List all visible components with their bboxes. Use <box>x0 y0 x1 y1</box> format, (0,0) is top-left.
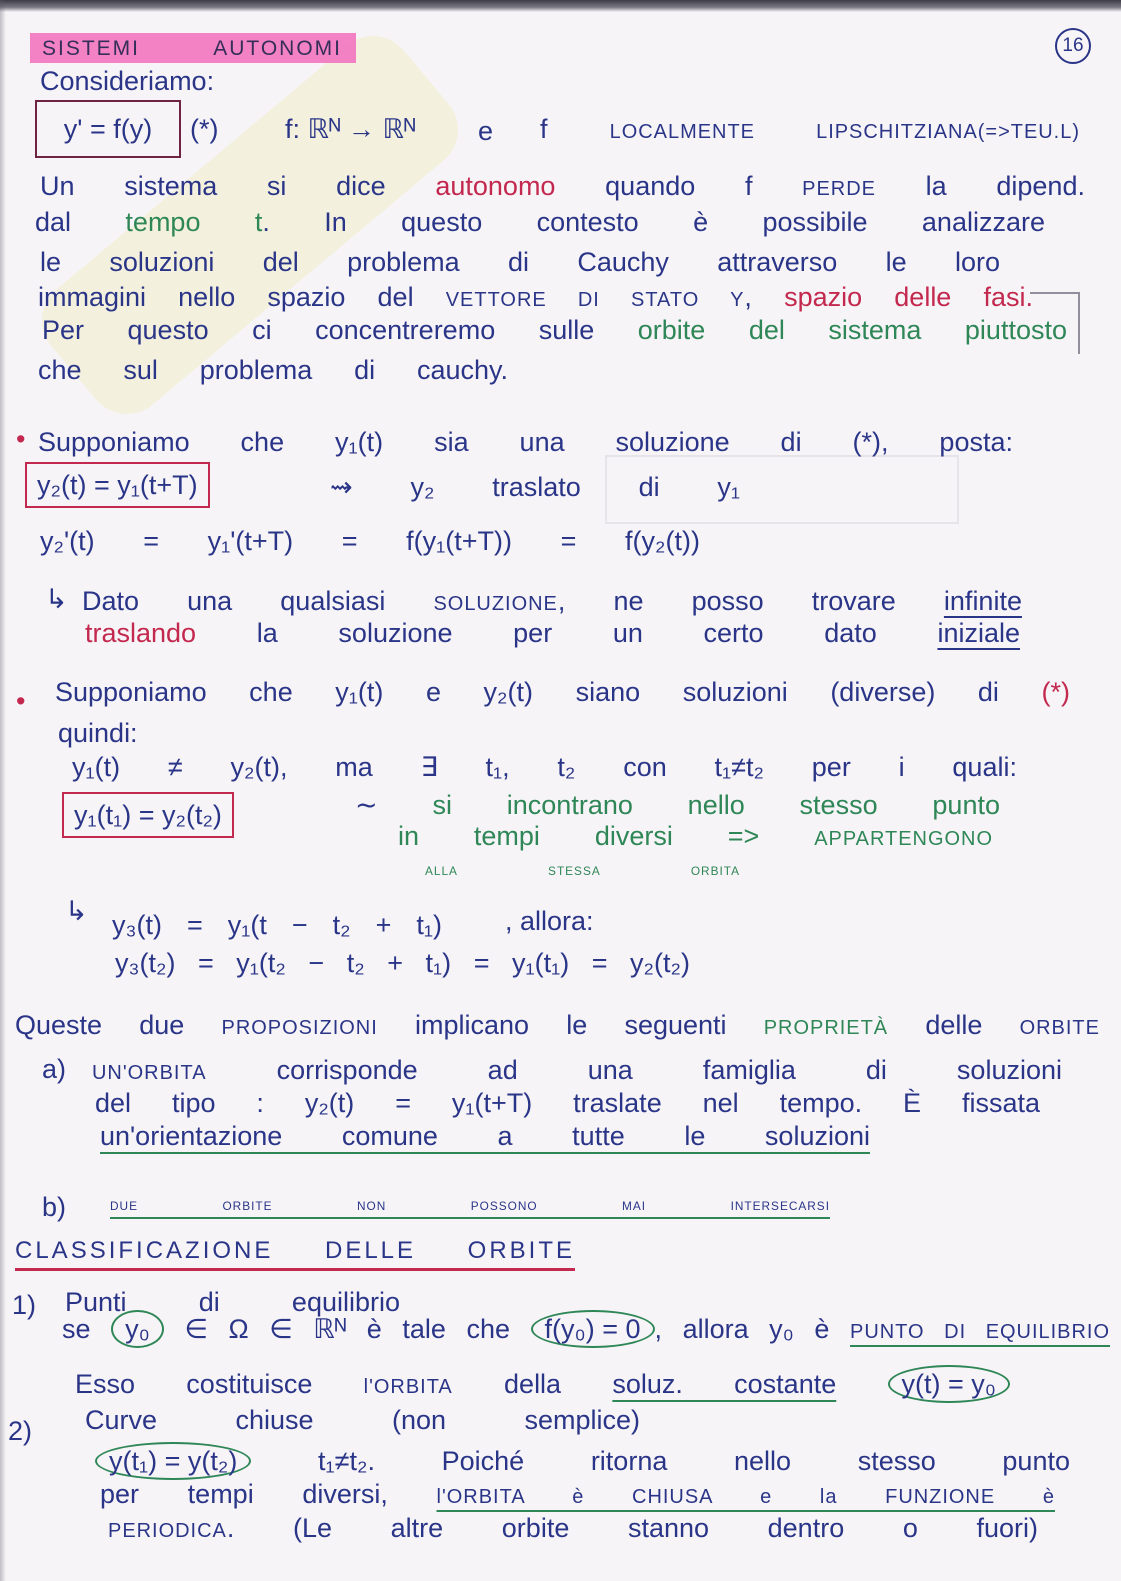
y3-definition <box>112 908 442 942</box>
hook-arrow-icon: ↳ <box>45 584 68 614</box>
text: le soluzioni del problema di Cauchy attraverso le loro <box>40 247 1000 277</box>
text: y₂ traslato di y₁ <box>410 472 740 502</box>
definition-line-6 <box>38 353 508 387</box>
text: Un sistema si dice <box>40 171 386 201</box>
text: ∈ Ω ∈ ℝᴺ è tale che <box>184 1314 510 1344</box>
math: y₁(t) ≠ y₂(t) <box>72 752 280 782</box>
property-a-line-1 <box>92 1053 1062 1090</box>
definition-line-2 <box>35 205 1045 239</box>
underlined-iniziale: iniziale <box>937 618 1020 648</box>
text: Supponiamo che <box>38 427 285 457</box>
circled-y0: y₀ <box>111 1310 164 1348</box>
equation-tag: (*) <box>190 114 219 144</box>
text: in tempi diversi => <box>398 821 760 851</box>
math: y₁(t) e y₂(t) <box>335 677 533 707</box>
text: . Poiché ritorna nello stesso punto <box>367 1446 1070 1476</box>
property-b-line <box>110 1189 830 1223</box>
translation-box-wrapper <box>25 462 210 508</box>
circled-constant-solution: y(t) = y₀ <box>888 1365 1010 1403</box>
text: la dipend. <box>925 171 1085 201</box>
photo-left-edge <box>0 0 6 1581</box>
function-mapping: f: ℝᴺ → ℝᴺ <box>285 114 416 144</box>
text-caps: APPARTENGONO <box>814 828 993 850</box>
underlined-no-intersection: DUE ORBITE NON POSSONO MAI INTERSECARSI <box>110 1199 830 1213</box>
text: , ma <box>279 752 373 782</box>
text-caps: PROPOSIZIONI <box>221 1017 378 1039</box>
text: la soluzione per un certo dato <box>256 618 877 648</box>
boxed-equation: y' = f(y) <box>35 100 181 158</box>
keyword-traslando: traslando <box>85 618 197 648</box>
math: y₁(t) <box>335 427 384 457</box>
hook-arrow-icon: ↳ <box>65 896 88 926</box>
photo-top-edge <box>0 0 1121 12</box>
lipschitz-text: LOCALMENTE LIPSCHITZIANA(=>TEU.L) <box>609 121 1080 143</box>
definition-line-1 <box>40 169 1085 206</box>
keyword-tempo: tempo t <box>125 207 263 237</box>
text: dal <box>35 207 72 237</box>
item-2-label: 2) <box>8 1416 33 1446</box>
text: Curve chiuse <box>85 1405 314 1435</box>
math: y₃(t₂) = y₁(t₂ − t₂ + t₁) = y₁(t₁) = y₂(t₂) <box>115 948 690 978</box>
keyword-orbite: orbite del sistema piuttosto <box>637 315 1067 345</box>
text: corrisponde ad una famiglia di soluzioni <box>276 1055 1062 1085</box>
text: , allora y₀ è <box>654 1314 830 1344</box>
boxed-intersection: y₁(t₁) = y₂(t₂) <box>62 792 234 838</box>
translation-line-1 <box>38 425 1013 459</box>
item-1-line-1 <box>62 1310 1110 1349</box>
lipschitz-condition <box>540 112 1080 149</box>
text: Punti di equilibrio <box>65 1287 400 1317</box>
definition-line-5 <box>42 313 1067 347</box>
circled-closed-condition: y(t₁) = y(t₂) <box>95 1442 251 1480</box>
property-a-line-3 <box>100 1119 870 1153</box>
text: Queste due <box>15 1010 185 1040</box>
intersection-note-3 <box>425 854 740 888</box>
definition-line-4 <box>38 280 1033 317</box>
property-b-label: b) <box>42 1192 67 1222</box>
math: ∃ t₁, t₂ <box>420 752 576 782</box>
text: si incontrano nello stesso punto <box>432 790 1000 820</box>
heading-text: CLASSIFICAZIONE DELLE ORBITE <box>15 1237 575 1264</box>
underlined-closed-orbit: l'ORBITA è CHIUSA e la FUNZIONE è <box>436 1486 1055 1508</box>
underlined-equilibrium: PUNTO DI EQUILIBRIO <box>850 1321 1111 1343</box>
math: y₂'(t) = y₁'(t+T) = f(y₁(t+T)) = f(y₂(t)) <box>40 526 700 556</box>
allora: , allora: <box>505 906 594 936</box>
item-2-line-1 <box>95 1442 1070 1480</box>
text: sia una soluzione di (*), posta: <box>434 427 1013 457</box>
equation-tag: (*) <box>1041 677 1070 707</box>
keyword-proprieta: PROPRIETÀ <box>763 1017 889 1039</box>
definition-line-3 <box>40 245 1000 279</box>
text: delle <box>925 1010 983 1040</box>
text: che sul problema di cauchy. <box>38 355 508 385</box>
boxed-translation: y₂(t) = y₁(t+T) <box>25 462 210 508</box>
text: , ne posso trovare <box>557 586 896 616</box>
y3-evaluation <box>115 946 690 980</box>
text-caps: VETTORE DI STATO Y <box>445 289 745 311</box>
item-2-title <box>85 1403 640 1437</box>
text: per tempi diversi, <box>100 1479 388 1509</box>
text: Esso costituisce <box>75 1369 313 1399</box>
conjunction: e <box>478 116 494 146</box>
item-1-label: 1) <box>12 1290 37 1320</box>
text: . In questo contesto è possibile analizzare <box>262 207 1045 237</box>
translation-consequence-2 <box>85 616 1020 650</box>
function-symbol: f <box>540 114 548 144</box>
page-title: SISTEMI AUTONOMI <box>42 37 342 60</box>
text-caps: ALLA STESSA ORBITA <box>425 864 740 878</box>
property-a-label: a) <box>42 1054 67 1084</box>
classification-heading <box>15 1234 575 1268</box>
underlined-constant: soluz. costante <box>612 1369 837 1399</box>
text: (non semplice) <box>391 1405 640 1435</box>
item-1-line-2 <box>75 1365 1010 1404</box>
text-caps: UN'ORBITA <box>92 1062 207 1084</box>
text: con <box>623 752 667 782</box>
text: Per questo ci concentreremo sulle <box>42 315 595 345</box>
item-2-line-3 <box>108 1511 1038 1548</box>
text-caps: PERIODICA <box>108 1520 227 1542</box>
property-a-line-2 <box>95 1086 1040 1120</box>
math: t₁≠t₂ <box>318 1446 368 1476</box>
tilde-icon: ∼ <box>355 790 378 820</box>
text-caps: l'ORBITA <box>363 1376 453 1398</box>
bullet: • <box>16 686 26 716</box>
keyword-spazio-fasi: spazio delle fasi. <box>784 282 1033 312</box>
text: se <box>62 1314 91 1344</box>
circled-f-y0: f(y₀) = 0 <box>531 1310 655 1348</box>
intersection-note-1 <box>355 788 1000 822</box>
text: siano soluzioni (diverse) di <box>575 677 999 707</box>
underlined-infinite: infinite <box>943 586 1022 616</box>
translation-derivative <box>40 524 700 558</box>
underlined-orientation: un'orientazione comune a tutte le soluzioni <box>100 1121 870 1151</box>
text: (Le altre orbite stanno dentro o fuori) <box>293 1513 1038 1543</box>
item-2-line-2 <box>100 1477 1055 1514</box>
squiggle-arrow-icon: ⇝ <box>330 472 353 502</box>
text-caps: PERDE <box>802 178 876 200</box>
intersection-quindi: quindi: <box>58 718 138 748</box>
text: per i quali: <box>811 752 1017 782</box>
text: del tipo : y₂(t) = y₁(t+T) traslate nel tempo. È fissata <box>95 1088 1040 1118</box>
intro-lead: Consideriamo: <box>40 66 215 96</box>
intersection-box-wrapper <box>62 792 234 838</box>
text: Dato una qualsiasi <box>82 586 386 616</box>
text: della <box>504 1369 562 1399</box>
text: immagini nello spazio del <box>38 282 414 312</box>
comma: , <box>744 282 752 312</box>
math: y₃(t) = y₁(t − t₂ + t₁) <box>112 910 442 940</box>
text-caps: SOLUZIONE <box>433 593 558 615</box>
text: . <box>226 1513 235 1543</box>
bullet: • <box>16 424 26 454</box>
math: t₁≠t₂ <box>714 752 764 782</box>
text: implicano le seguenti <box>414 1010 727 1040</box>
page-number: 16 <box>1055 28 1091 64</box>
text: Supponiamo che <box>55 677 293 707</box>
keyword-autonomo: autonomo <box>435 171 556 201</box>
text: quando f <box>605 171 753 201</box>
intersection-line-1 <box>55 675 1070 709</box>
properties-intro <box>15 1008 1100 1045</box>
intersection-note-2 <box>398 819 993 856</box>
title-highlight <box>30 33 356 63</box>
intersection-line-3 <box>72 750 1017 784</box>
text-caps: ORBITE <box>1019 1017 1100 1039</box>
translation-note <box>330 470 740 504</box>
